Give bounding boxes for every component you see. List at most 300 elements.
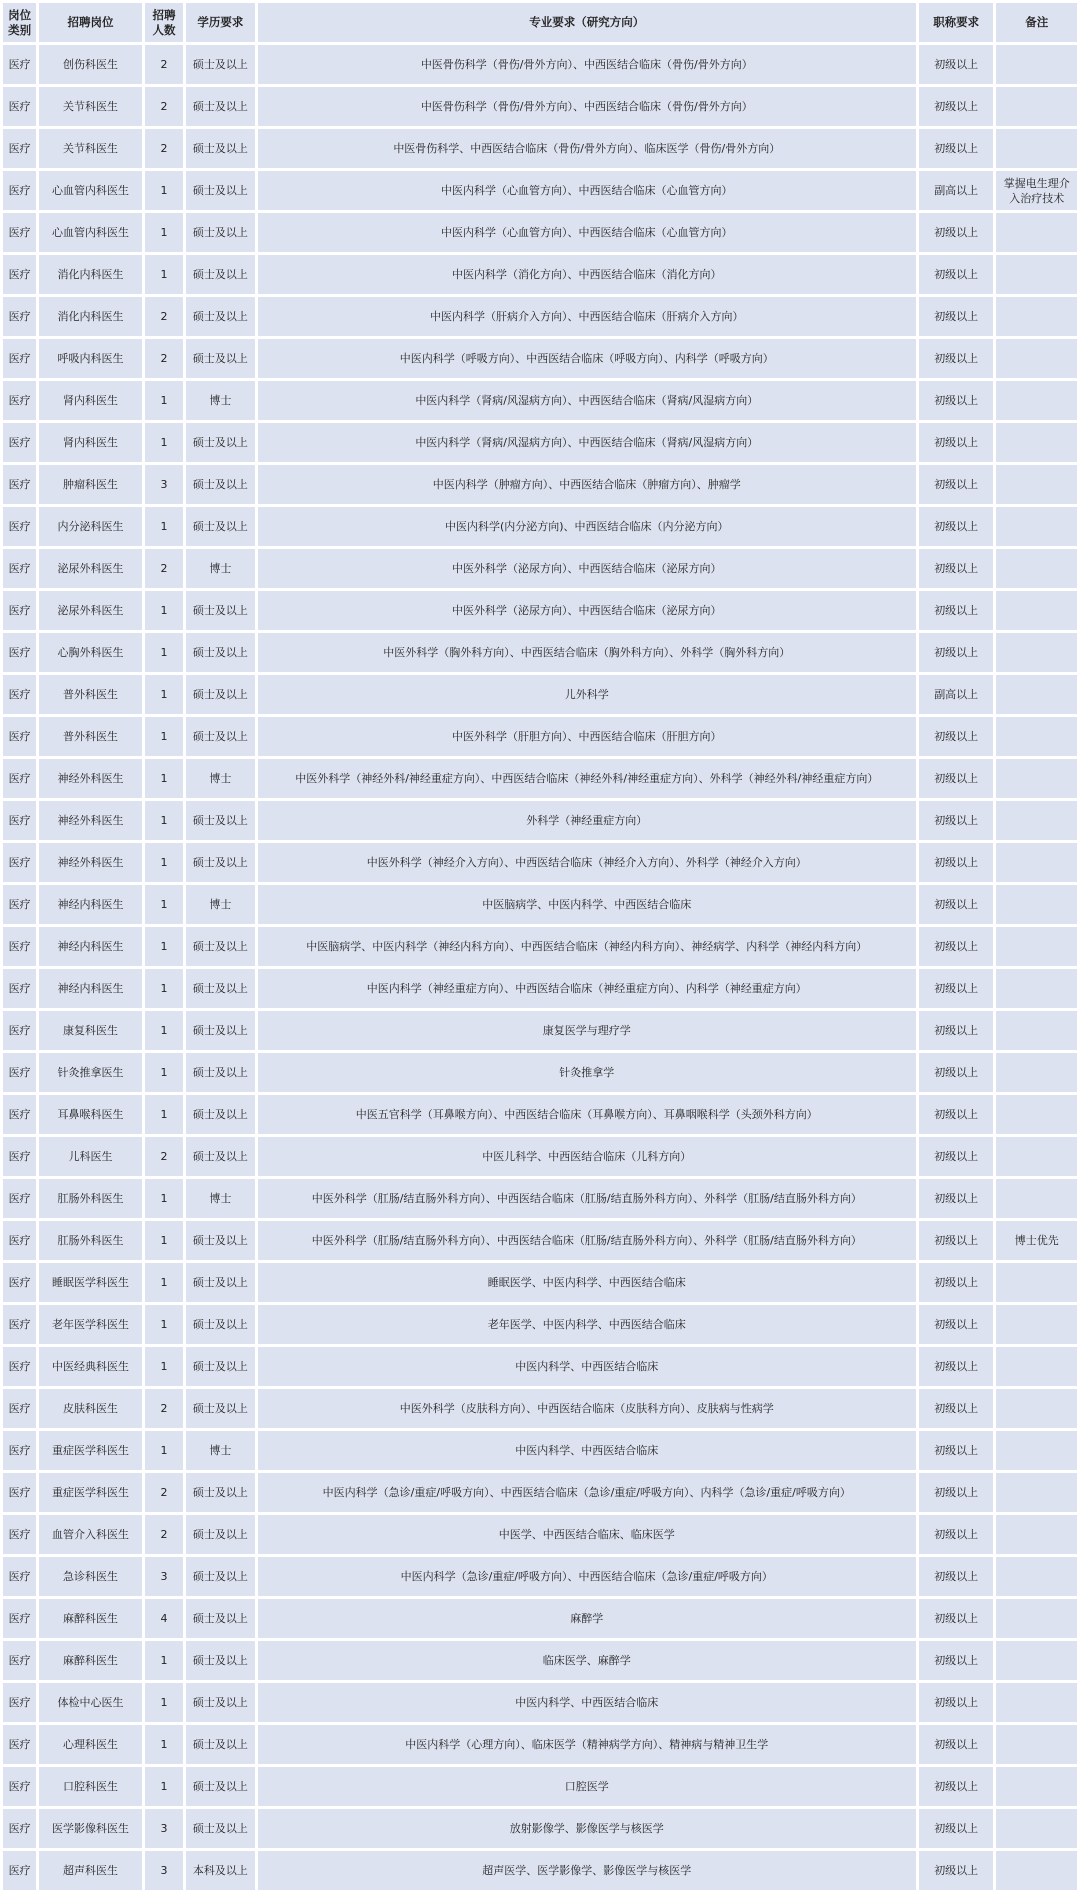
cell-post: 医学影像科医生 (39, 1809, 142, 1848)
cell-post: 神经内科医生 (39, 885, 142, 924)
cell-major: 中医脑病学、中医内科学、中西医结合临床 (258, 885, 916, 924)
cell-type: 医疗 (3, 297, 36, 336)
cell-edu: 硕士及以上 (186, 1305, 254, 1344)
table-row (3, 1557, 1077, 1596)
table-row (3, 297, 1077, 336)
cell-num: 1 (145, 1641, 183, 1680)
cell-num: 2 (145, 1515, 183, 1554)
cell-note (996, 843, 1077, 882)
cell-major: 中医外科学（泌尿方向）、中西医结合临床（泌尿方向） (258, 549, 916, 588)
cell-num: 3 (145, 1557, 183, 1596)
cell-title: 初级以上 (919, 423, 993, 462)
cell-note (996, 423, 1077, 462)
cell-major: 中医内科学（肿瘤方向）、中西医结合临床（肿瘤方向）、肿瘤学 (258, 465, 916, 504)
cell-note (996, 1431, 1077, 1470)
cell-post: 肾内科医生 (39, 381, 142, 420)
table-row (3, 1809, 1077, 1848)
cell-post: 神经外科医生 (39, 843, 142, 882)
table-row (3, 87, 1077, 126)
header-major: 专业要求（研究方向） (258, 3, 916, 42)
cell-note (996, 381, 1077, 420)
cell-type: 医疗 (3, 465, 36, 504)
cell-note (996, 1557, 1077, 1596)
cell-title: 初级以上 (919, 885, 993, 924)
cell-post: 急诊科医生 (39, 1557, 142, 1596)
cell-num: 2 (145, 129, 183, 168)
cell-type: 医疗 (3, 969, 36, 1008)
cell-note (996, 1179, 1077, 1218)
cell-post: 中医经典科医生 (39, 1347, 142, 1386)
cell-title: 副高以上 (919, 675, 993, 714)
cell-edu: 硕士及以上 (186, 213, 254, 252)
header-note: 备注 (996, 3, 1077, 42)
table-row (3, 381, 1077, 420)
cell-post: 神经内科医生 (39, 927, 142, 966)
cell-title: 初级以上 (919, 1767, 993, 1806)
cell-type: 医疗 (3, 1599, 36, 1638)
cell-edu: 硕士及以上 (186, 1725, 254, 1764)
cell-post: 超声科医生 (39, 1851, 142, 1890)
cell-title: 初级以上 (919, 1851, 993, 1890)
cell-type: 医疗 (3, 885, 36, 924)
table-row (3, 1095, 1077, 1134)
cell-edu: 硕士及以上 (186, 1263, 254, 1302)
cell-edu: 博士 (186, 759, 254, 798)
table-row (3, 1515, 1077, 1554)
cell-post: 创伤科医生 (39, 45, 142, 84)
cell-note (996, 45, 1077, 84)
cell-note (996, 1473, 1077, 1512)
cell-num: 1 (145, 927, 183, 966)
header-row (3, 3, 1077, 42)
cell-title: 初级以上 (919, 759, 993, 798)
cell-major: 中医五官科学（耳鼻喉方向）、中西医结合临床（耳鼻喉方向）、耳鼻咽喉科学（头颈外科方向） (258, 1095, 916, 1134)
cell-num: 2 (145, 45, 183, 84)
cell-num: 1 (145, 675, 183, 714)
cell-note (996, 885, 1077, 924)
cell-num: 2 (145, 1389, 183, 1428)
cell-edu: 硕士及以上 (186, 843, 254, 882)
cell-title: 初级以上 (919, 717, 993, 756)
cell-title: 初级以上 (919, 1515, 993, 1554)
cell-title: 初级以上 (919, 1095, 993, 1134)
table-row (3, 801, 1077, 840)
cell-major: 中医内科学(内分泌方向)、中西医结合临床（内分泌方向） (258, 507, 916, 546)
cell-major: 中医内科学（心血管方向）、中西医结合临床（心血管方向） (258, 213, 916, 252)
cell-major: 中医骨伤科学（骨伤/骨外方向）、中西医结合临床（骨伤/骨外方向） (258, 87, 916, 126)
cell-post: 神经内科医生 (39, 969, 142, 1008)
cell-note (996, 87, 1077, 126)
cell-title: 初级以上 (919, 1347, 993, 1386)
table-row (3, 1263, 1077, 1302)
cell-num: 2 (145, 1137, 183, 1176)
cell-title: 初级以上 (919, 1683, 993, 1722)
header-type: 岗位类别 (3, 3, 36, 42)
header-post: 招聘岗位 (39, 3, 142, 42)
cell-major: 中医外科学（神经外科/神经重症方向）、中西医结合临床（神经外科/神经重症方向）、外科学（神经外科/神经重症方向） (258, 759, 916, 798)
cell-major: 口腔医学 (258, 1767, 916, 1806)
cell-type: 医疗 (3, 1389, 36, 1428)
cell-edu: 硕士及以上 (186, 1557, 254, 1596)
cell-edu: 硕士及以上 (186, 339, 254, 378)
cell-post: 麻醉科医生 (39, 1599, 142, 1638)
cell-major: 中医内科学、中西医结合临床 (258, 1683, 916, 1722)
table-row (3, 507, 1077, 546)
cell-num: 2 (145, 297, 183, 336)
cell-num: 1 (145, 717, 183, 756)
table-row (3, 465, 1077, 504)
cell-edu: 硕士及以上 (186, 87, 254, 126)
cell-note (996, 465, 1077, 504)
cell-post: 康复科医生 (39, 1011, 142, 1050)
cell-major: 中医内科学（急诊/重症/呼吸方向）、中西医结合临床（急诊/重症/呼吸方向） (258, 1557, 916, 1596)
cell-num: 1 (145, 801, 183, 840)
cell-type: 医疗 (3, 549, 36, 588)
cell-major: 中医内科学、中西医结合临床 (258, 1347, 916, 1386)
table-row (3, 885, 1077, 924)
table-row (3, 1137, 1077, 1176)
cell-edu: 本科及以上 (186, 1851, 254, 1890)
cell-major: 儿外科学 (258, 675, 916, 714)
cell-note (996, 591, 1077, 630)
cell-note (996, 1347, 1077, 1386)
cell-title: 初级以上 (919, 1473, 993, 1512)
table-row (3, 969, 1077, 1008)
cell-note: 博士优先 (996, 1221, 1077, 1260)
cell-post: 消化内科医生 (39, 297, 142, 336)
cell-note (996, 507, 1077, 546)
cell-edu: 硕士及以上 (186, 1011, 254, 1050)
cell-edu: 硕士及以上 (186, 423, 254, 462)
cell-note (996, 633, 1077, 672)
cell-major: 中医外科学（肛肠/结直肠外科方向）、中西医结合临床（肛肠/结直肠外科方向）、外科学（肛肠/结直肠外科方向） (258, 1221, 916, 1260)
cell-num: 1 (145, 1305, 183, 1344)
table-row (3, 171, 1077, 210)
cell-note (996, 1263, 1077, 1302)
cell-major: 临床医学、麻醉学 (258, 1641, 916, 1680)
cell-title: 初级以上 (919, 1725, 993, 1764)
cell-note (996, 759, 1077, 798)
cell-post: 肛肠外科医生 (39, 1179, 142, 1218)
cell-major: 放射影像学、影像医学与核医学 (258, 1809, 916, 1848)
cell-edu: 硕士及以上 (186, 1095, 254, 1134)
table-row (3, 717, 1077, 756)
table-row (3, 675, 1077, 714)
cell-major: 中医外科学（肛肠/结直肠外科方向）、中西医结合临床（肛肠/结直肠外科方向）、外科学（肛肠/结直肠外科方向） (258, 1179, 916, 1218)
cell-title: 初级以上 (919, 1431, 993, 1470)
cell-post: 泌尿外科医生 (39, 549, 142, 588)
cell-num: 1 (145, 255, 183, 294)
cell-major: 康复医学与理疗学 (258, 1011, 916, 1050)
cell-num: 1 (145, 1011, 183, 1050)
cell-post: 神经外科医生 (39, 801, 142, 840)
cell-num: 1 (145, 633, 183, 672)
cell-title: 初级以上 (919, 801, 993, 840)
cell-note (996, 339, 1077, 378)
cell-type: 医疗 (3, 1557, 36, 1596)
cell-post: 泌尿外科医生 (39, 591, 142, 630)
cell-note (996, 717, 1077, 756)
cell-title: 初级以上 (919, 87, 993, 126)
cell-num: 1 (145, 1725, 183, 1764)
cell-num: 1 (145, 1179, 183, 1218)
cell-type: 医疗 (3, 1011, 36, 1050)
cell-title: 初级以上 (919, 213, 993, 252)
cell-note (996, 1305, 1077, 1344)
cell-note (996, 129, 1077, 168)
table-row (3, 255, 1077, 294)
cell-title: 初级以上 (919, 969, 993, 1008)
cell-note (996, 1095, 1077, 1134)
table-row (3, 129, 1077, 168)
cell-note (996, 1683, 1077, 1722)
cell-major: 中医学、中西医结合临床、临床医学 (258, 1515, 916, 1554)
cell-title: 初级以上 (919, 1389, 993, 1428)
cell-post: 耳鼻喉科医生 (39, 1095, 142, 1134)
cell-title: 初级以上 (919, 1221, 993, 1260)
cell-major: 中医内科学（肝病介入方向）、中西医结合临床（肝病介入方向） (258, 297, 916, 336)
cell-num: 3 (145, 465, 183, 504)
cell-edu: 硕士及以上 (186, 969, 254, 1008)
cell-title: 初级以上 (919, 465, 993, 504)
table-row (3, 45, 1077, 84)
cell-post: 重症医学科医生 (39, 1473, 142, 1512)
cell-edu: 硕士及以上 (186, 129, 254, 168)
cell-num: 1 (145, 507, 183, 546)
cell-num: 1 (145, 759, 183, 798)
cell-post: 心血管内科医生 (39, 213, 142, 252)
table-row (3, 1305, 1077, 1344)
cell-major: 睡眠医学、中医内科学、中西医结合临床 (258, 1263, 916, 1302)
cell-edu: 硕士及以上 (186, 1767, 254, 1806)
cell-type: 医疗 (3, 1221, 36, 1260)
cell-type: 医疗 (3, 843, 36, 882)
table-row (3, 927, 1077, 966)
cell-note (996, 1011, 1077, 1050)
cell-edu: 硕士及以上 (186, 801, 254, 840)
table-row (3, 591, 1077, 630)
cell-num: 3 (145, 1851, 183, 1890)
cell-note (996, 255, 1077, 294)
cell-note (996, 1599, 1077, 1638)
table-row (3, 1011, 1077, 1050)
cell-edu: 硕士及以上 (186, 1053, 254, 1092)
table-row (3, 1347, 1077, 1386)
cell-major: 中医内科学、中西医结合临床 (258, 1431, 916, 1470)
cell-type: 医疗 (3, 1095, 36, 1134)
cell-num: 1 (145, 1221, 183, 1260)
cell-num: 1 (145, 885, 183, 924)
cell-title: 初级以上 (919, 633, 993, 672)
table-header (3, 3, 1077, 42)
cell-type: 医疗 (3, 1851, 36, 1890)
table-row (3, 1641, 1077, 1680)
cell-edu: 硕士及以上 (186, 1599, 254, 1638)
cell-major: 中医内科学（急诊/重症/呼吸方向）、中西医结合临床（急诊/重症/呼吸方向）、内科学（急诊/重症/呼吸方向） (258, 1473, 916, 1512)
cell-num: 2 (145, 339, 183, 378)
cell-type: 医疗 (3, 1725, 36, 1764)
cell-num: 1 (145, 1767, 183, 1806)
table-row (3, 633, 1077, 672)
cell-note (996, 213, 1077, 252)
cell-post: 针灸推拿医生 (39, 1053, 142, 1092)
cell-type: 医疗 (3, 633, 36, 672)
cell-type: 医疗 (3, 213, 36, 252)
cell-type: 医疗 (3, 1641, 36, 1680)
cell-major: 老年医学、中医内科学、中西医结合临床 (258, 1305, 916, 1344)
cell-title: 初级以上 (919, 1641, 993, 1680)
cell-title: 初级以上 (919, 297, 993, 336)
cell-post: 血管介入科医生 (39, 1515, 142, 1554)
cell-major: 中医内科学（肾病/风湿病方向）、中西医结合临床（肾病/风湿病方向） (258, 423, 916, 462)
cell-num: 1 (145, 1263, 183, 1302)
table-row (3, 843, 1077, 882)
cell-type: 医疗 (3, 801, 36, 840)
cell-note (996, 1851, 1077, 1890)
cell-num: 1 (145, 591, 183, 630)
cell-type: 医疗 (3, 1137, 36, 1176)
cell-num: 1 (145, 1095, 183, 1134)
cell-num: 1 (145, 1053, 183, 1092)
cell-edu: 硕士及以上 (186, 1389, 254, 1428)
cell-title: 初级以上 (919, 843, 993, 882)
table-row (3, 1599, 1077, 1638)
cell-type: 医疗 (3, 1053, 36, 1092)
cell-post: 内分泌科医生 (39, 507, 142, 546)
cell-post: 肾内科医生 (39, 423, 142, 462)
cell-major: 中医内科学（呼吸方向）、中西医结合临床（呼吸方向）、内科学（呼吸方向） (258, 339, 916, 378)
cell-post: 皮肤科医生 (39, 1389, 142, 1428)
table-row (3, 423, 1077, 462)
table-row (3, 1431, 1077, 1470)
cell-title: 初级以上 (919, 591, 993, 630)
cell-edu: 硕士及以上 (186, 45, 254, 84)
cell-title: 初级以上 (919, 1809, 993, 1848)
table-row (3, 1179, 1077, 1218)
cell-title: 初级以上 (919, 507, 993, 546)
table-row (3, 549, 1077, 588)
cell-edu: 硕士及以上 (186, 1137, 254, 1176)
cell-major: 中医骨伤科学、中西医结合临床（骨伤/骨外方向）、临床医学（骨伤/骨外方向） (258, 129, 916, 168)
cell-edu: 博士 (186, 885, 254, 924)
table-row (3, 1851, 1077, 1890)
cell-type: 医疗 (3, 1179, 36, 1218)
table-row (3, 213, 1077, 252)
cell-edu: 硕士及以上 (186, 507, 254, 546)
cell-type: 医疗 (3, 1263, 36, 1302)
cell-edu: 硕士及以上 (186, 633, 254, 672)
cell-num: 2 (145, 1473, 183, 1512)
cell-edu: 硕士及以上 (186, 1347, 254, 1386)
cell-edu: 硕士及以上 (186, 465, 254, 504)
cell-type: 医疗 (3, 927, 36, 966)
cell-title: 初级以上 (919, 1053, 993, 1092)
cell-note (996, 1809, 1077, 1848)
cell-title: 初级以上 (919, 1137, 993, 1176)
cell-type: 医疗 (3, 1347, 36, 1386)
cell-title: 初级以上 (919, 549, 993, 588)
cell-title: 初级以上 (919, 1263, 993, 1302)
cell-type: 医疗 (3, 87, 36, 126)
cell-major: 中医外科学（胸外科方向）、中西医结合临床（胸外科方向）、外科学（胸外科方向） (258, 633, 916, 672)
cell-post: 消化内科医生 (39, 255, 142, 294)
cell-title: 初级以上 (919, 339, 993, 378)
cell-note (996, 927, 1077, 966)
cell-type: 医疗 (3, 717, 36, 756)
cell-num: 1 (145, 843, 183, 882)
cell-title: 初级以上 (919, 381, 993, 420)
cell-title: 初级以上 (919, 1179, 993, 1218)
cell-type: 医疗 (3, 1809, 36, 1848)
cell-num: 3 (145, 1809, 183, 1848)
cell-major: 针灸推拿学 (258, 1053, 916, 1092)
cell-post: 关节科医生 (39, 129, 142, 168)
cell-type: 医疗 (3, 1431, 36, 1470)
cell-type: 医疗 (3, 507, 36, 546)
cell-type: 医疗 (3, 1767, 36, 1806)
cell-edu: 博士 (186, 1431, 254, 1470)
table-row (3, 1221, 1077, 1260)
cell-num: 1 (145, 213, 183, 252)
cell-major: 中医内科学（心血管方向）、中西医结合临床（心血管方向） (258, 171, 916, 210)
cell-post: 神经外科医生 (39, 759, 142, 798)
cell-major: 中医内科学（心理方向）、临床医学（精神病学方向）、精神病与精神卫生学 (258, 1725, 916, 1764)
cell-type: 医疗 (3, 339, 36, 378)
cell-num: 4 (145, 1599, 183, 1638)
cell-note (996, 969, 1077, 1008)
cell-type: 医疗 (3, 255, 36, 294)
header-title: 职称要求 (919, 3, 993, 42)
cell-type: 医疗 (3, 1305, 36, 1344)
cell-edu: 硕士及以上 (186, 1809, 254, 1848)
cell-major: 中医外科学（泌尿方向）、中西医结合临床（泌尿方向） (258, 591, 916, 630)
table-row (3, 1473, 1077, 1512)
cell-title: 初级以上 (919, 45, 993, 84)
cell-post: 麻醉科医生 (39, 1641, 142, 1680)
cell-type: 医疗 (3, 423, 36, 462)
cell-type: 医疗 (3, 381, 36, 420)
cell-note (996, 1515, 1077, 1554)
cell-major: 麻醉学 (258, 1599, 916, 1638)
cell-note (996, 1389, 1077, 1428)
cell-post: 普外科医生 (39, 717, 142, 756)
cell-num: 2 (145, 87, 183, 126)
cell-type: 医疗 (3, 1683, 36, 1722)
cell-title: 初级以上 (919, 1011, 993, 1050)
cell-edu: 硕士及以上 (186, 255, 254, 294)
header-num: 招聘人数 (145, 3, 183, 42)
cell-title: 初级以上 (919, 1305, 993, 1344)
cell-num: 1 (145, 1683, 183, 1722)
cell-type: 医疗 (3, 45, 36, 84)
cell-edu: 硕士及以上 (186, 1641, 254, 1680)
cell-post: 口腔科医生 (39, 1767, 142, 1806)
cell-num: 1 (145, 171, 183, 210)
cell-post: 普外科医生 (39, 675, 142, 714)
cell-num: 1 (145, 381, 183, 420)
cell-post: 呼吸内科医生 (39, 339, 142, 378)
header-edu: 学历要求 (186, 3, 254, 42)
cell-post: 心理科医生 (39, 1725, 142, 1764)
cell-edu: 博士 (186, 381, 254, 420)
cell-major: 中医内科学（消化方向）、中西医结合临床（消化方向） (258, 255, 916, 294)
cell-major: 中医脑病学、中医内科学（神经内科方向）、中西医结合临床（神经内科方向）、神经病学、内科学（神经内科方向） (258, 927, 916, 966)
cell-post: 儿科医生 (39, 1137, 142, 1176)
cell-edu: 硕士及以上 (186, 1515, 254, 1554)
cell-edu: 博士 (186, 1179, 254, 1218)
cell-note: 掌握电生理介入治疗技术 (996, 171, 1077, 210)
cell-note (996, 549, 1077, 588)
